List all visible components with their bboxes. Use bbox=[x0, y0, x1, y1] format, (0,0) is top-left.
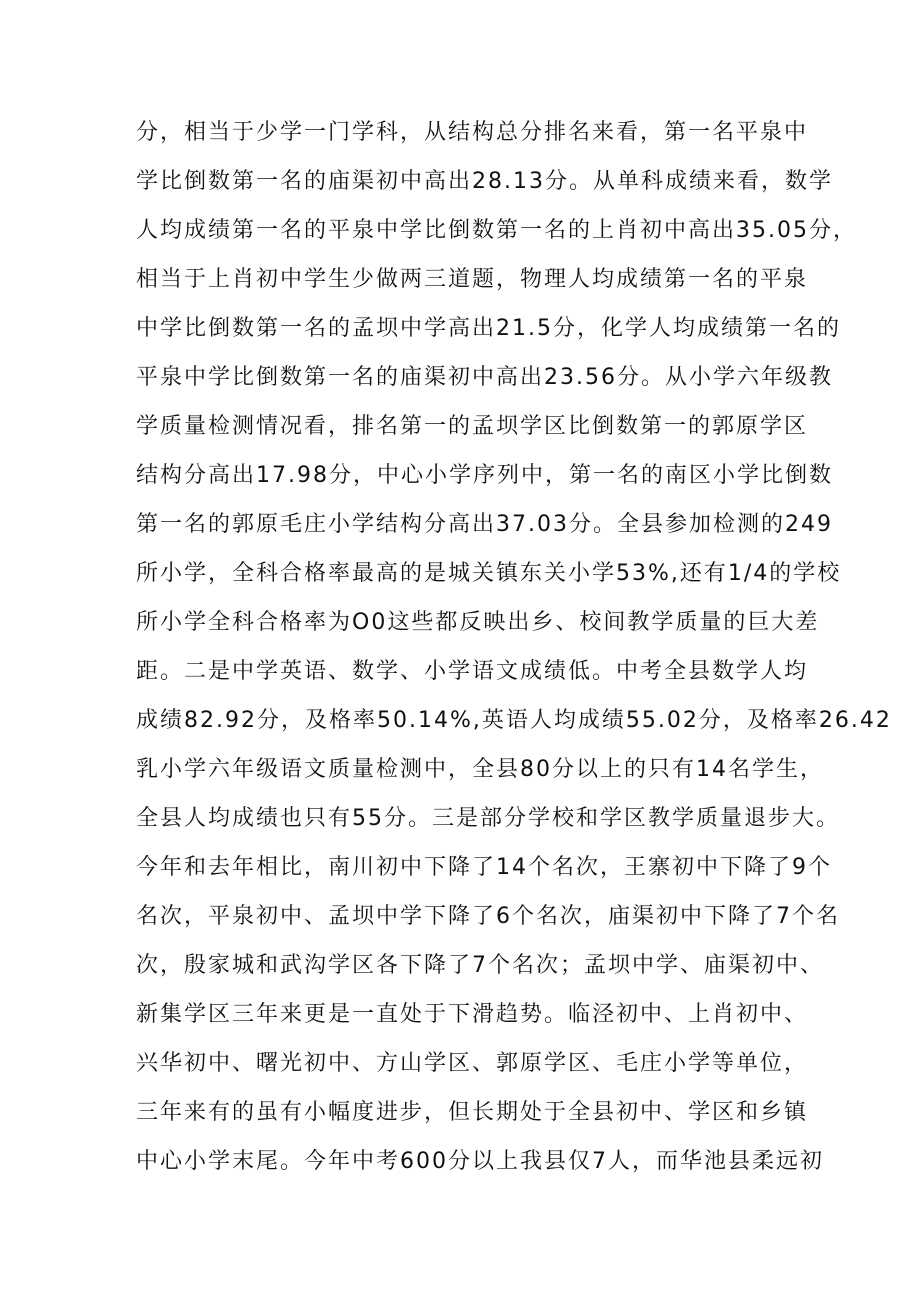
text-line: 新集学区三年来更是一直处于下滑趋势。临泾初中、上肖初中、 bbox=[136, 1002, 809, 1027]
text-line: 所小学，全科合格率最高的是城关镇东关小学53%,还有1/4的学校 bbox=[136, 561, 842, 586]
text-line: 相当于上肖初中学生少做两三道题，物理人均成绩第一名的平泉 bbox=[136, 267, 809, 292]
text-line: 兴华初中、曙光初中、方山学区、郭原学区、毛庄小学等单位， bbox=[136, 1051, 809, 1076]
text-line: 成绩82.92分，及格率50.14%,英语人均成绩55.02分，及格率26.42 bbox=[136, 708, 892, 733]
text-line: 距。二是中学英语、数学、小学语文成绩低。中考全县数学人均 bbox=[136, 659, 809, 684]
text-line: 中心小学末尾。今年中考600分以上我县仅7人，而华池县柔远初 bbox=[136, 1149, 824, 1174]
text-line: 人均成绩第一名的平泉中学比倒数第一名的上肖初中高出35.05分， bbox=[136, 218, 857, 243]
text-line: 所小学全科合格率为O0这些都反映出乡、校间教学质量的巨大差 bbox=[136, 610, 820, 635]
text-line: 学质量检测情况看，排名第一的孟坝学区比倒数第一的郭原学区 bbox=[136, 414, 809, 439]
text-line: 中学比倒数第一名的孟坝中学高出21.5分，化学人均成绩第一名的 bbox=[136, 316, 841, 341]
text-line: 平泉中学比倒数第一名的庙渠初中高出23.56分。从小学六年级教 bbox=[136, 365, 833, 390]
text-line: 今年和去年相比，南川初中下降了14个名次，王寨初中下降了9个 bbox=[136, 855, 832, 880]
text-line: 学比倒数第一名的庙渠初中高出28.13分。从单科成绩来看，数学 bbox=[136, 169, 833, 194]
text-line: 全县人均成绩也只有55分。三是部分学校和学区教学质量退步大。 bbox=[136, 806, 840, 831]
text-line: 第一名的郭原毛庄小学结构分高出37.03分。全县参加检测的249 bbox=[136, 512, 833, 537]
text-line: 乳小学六年级语文质量检测中，全县80分以上的只有14名学生， bbox=[136, 757, 824, 782]
text-line: 分，相当于少学一门学科，从结构总分排名来看，第一名平泉中 bbox=[136, 120, 809, 145]
text-line: 结构分高出17.98分，中心小学序列中，第一名的南区小学比倒数 bbox=[136, 463, 833, 488]
body-text bbox=[136, 108, 892, 1186]
text-line: 次，殷家城和武沟学区各下降了7个名次；孟坝中学、庙渠初中、 bbox=[136, 953, 824, 978]
text-line: 三年来有的虽有小幅度进步，但长期处于全县初中、学区和乡镇 bbox=[136, 1100, 809, 1125]
text-line: 名次，平泉初中、孟坝中学下降了6个名次，庙渠初中下降了7个名 bbox=[136, 904, 840, 929]
